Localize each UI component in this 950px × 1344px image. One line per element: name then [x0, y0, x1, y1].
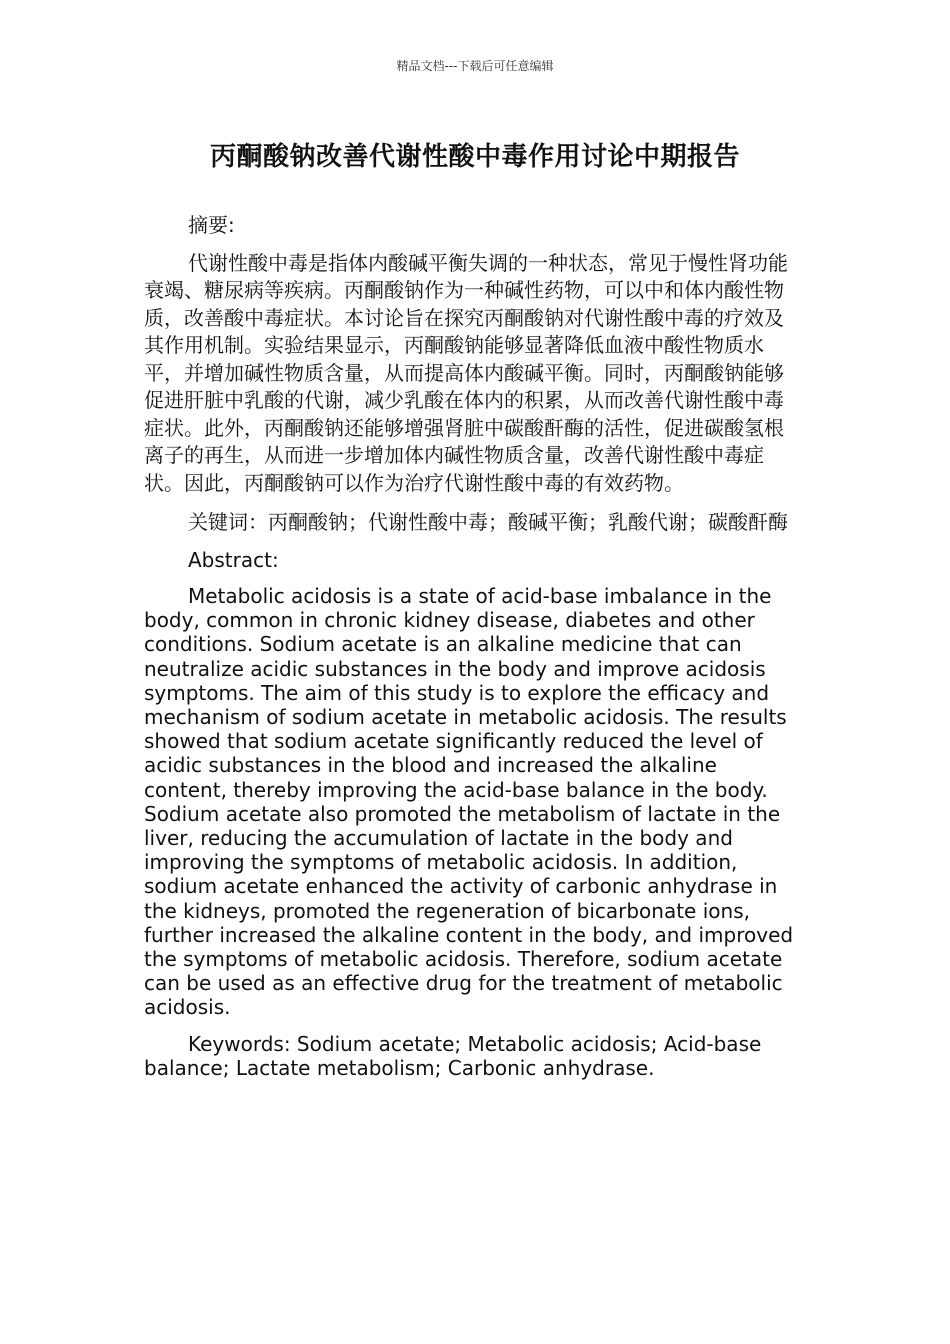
cn-abstract-heading: 摘要: [188, 213, 235, 237]
en-abstract-heading: Abstract: [188, 547, 279, 572]
cn-abstract-body: 代谢性酸中毒是指体内酸碱平衡失调的一种状态，常见于慢性肾功能衰竭、糖尿病等疾病。丙酮酸钠作为一种碱性药物，可以中和体内酸性物质，改善酸中毒症状。本讨论旨在探究丙酮酸钠对代谢性酸中毒的疗效及其作用机制。实验结果显示，丙酮酸钠能够显著降低血液中酸性物质水平，并增加碱性物质含量，从而提高体内酸碱平衡。同时，丙酮酸钠能够促进肝脏中乳酸的代谢，减少乳酸在体内的积累，从而改善代谢性酸中毒症状。此外，丙酮酸钠还能够增强肾脏中碳酸酐酶的活性，促进碳酸氢根离子的再生，从而进一步增加体内碱性物质含量，改善代谢性酸中毒症状。因此，丙酮酸钠可以作为治疗代谢性酸中毒的有效药物。 [144, 250, 788, 495]
en-abstract-body: Metabolic acidosis is a state of acid-base imbalance in the body, common in chronic kidney disease, diabetes and other conditions. Sodium acetate is an alkaline medicine that can neutralize acidic substances in the body and improve acidosis symptoms. The aim of this study is to explore the efficacy and mechanism of sodium acetate in metabolic acidosis. The results showed that sodium acetate significantly reduced the level of acidic substances in the blood and increased the alkaline content, thereby improving the acid-base balance in the body. Sodium acetate also promoted the metabolism of lactate in the liver, reducing the accumulation of lactate in the body and improving the symptoms of metabolic acidosis. In addition, sodium acetate enhanced the activity of carbonic anhydrase in the kidneys, promoted the regeneration of bicarbonate ions, further increased the alkaline content in the body, and improved the symptoms of metabolic acidosis. Therefore, sodium acetate can be used as an effective drug for the treatment of metabolic acidosis. [144, 584, 794, 1020]
cn-keywords: 关键词：丙酮酸钠；代谢性酸中毒；酸碱平衡；乳酸代谢；碳酸酐酶 [188, 510, 788, 534]
en-keywords: Keywords: Sodium acetate; Metabolic acidosis; Acid-base balance; Lactate metabolism; Carbonic anhydrase. [144, 1031, 762, 1080]
document-body [144, 212, 796, 1080]
page-header-note: 精品文档---下载后可任意编辑 [396, 59, 554, 73]
document-title: 丙酮酸钠改善代谢性酸中毒作用讨论中期报告 [209, 142, 740, 172]
